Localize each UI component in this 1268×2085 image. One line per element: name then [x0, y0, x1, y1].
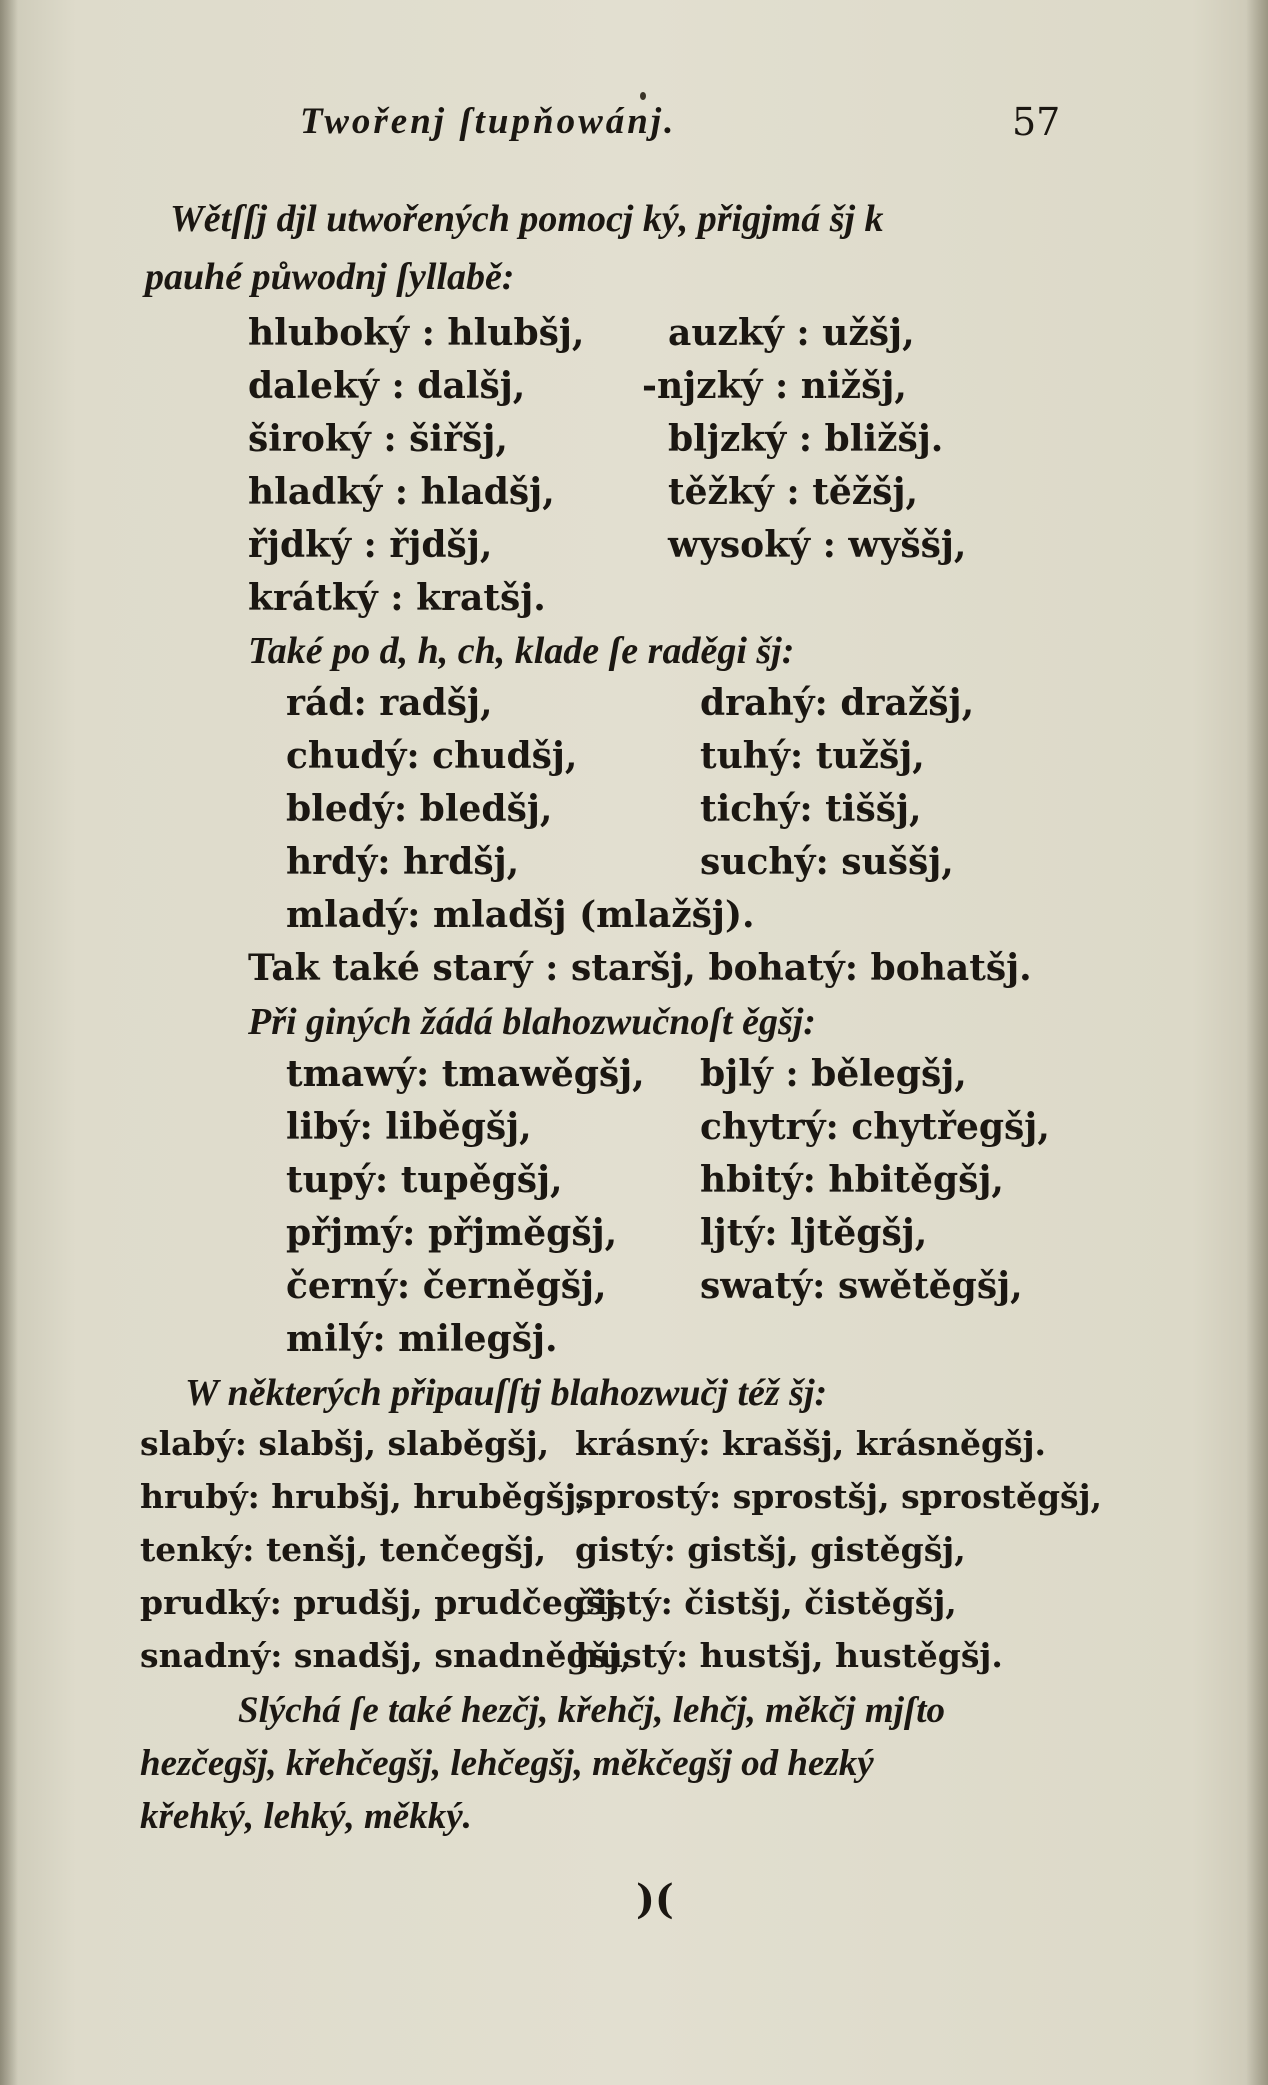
table3-left-3: přjmý: přjměgšj,: [286, 1212, 618, 1254]
table2-right-2: tichý: tiššj,: [700, 788, 922, 830]
table2-left-0: rád: radšj,: [286, 682, 493, 724]
section3-heading: Při giných žádá blahozwučnoſt ěgšj:: [248, 1001, 816, 1043]
table2-left-3: hrdý: hrdšj,: [286, 841, 520, 883]
closing-line-1: Slýchá ſe také hezčj, křehčj, lehčj, měkčj mjſto: [238, 1690, 945, 1731]
table3-last: milý: milegšj.: [286, 1318, 558, 1360]
table4-left-3: prudký: prudšj, prudčegšj,: [140, 1583, 628, 1622]
table3-right-0: bjlý : bělegšj,: [700, 1053, 967, 1095]
page-number: 57: [1012, 100, 1061, 144]
running-header: Twořenj ſtupňowánj.: [300, 101, 677, 142]
table4-right-1: sprostý: sprostšj, sprostěgšj,: [575, 1477, 1103, 1516]
table4-right-0: krásný: kraššj, krásněgšj.: [575, 1424, 1047, 1463]
table3-left-0: tmawý: tmawěgšj,: [286, 1053, 645, 1095]
section2-heading: Také po d, h, ch, klade ſe raděgi šj:: [248, 630, 795, 672]
table3-left-4: černý: černěgšj,: [286, 1265, 607, 1307]
line-tak: Tak také starý : staršj, bohatý: bohatšj.: [248, 947, 1032, 989]
table2-right-1: tuhý: tužšj,: [700, 735, 925, 777]
table3-left-2: tupý: tupěgšj,: [286, 1159, 563, 1201]
table2-left-2: bledý: bledšj,: [286, 788, 553, 830]
section4-heading: W některých připauſſtj blahozwučj též šj:: [185, 1372, 828, 1414]
table1-right-4: wysoký : wyššj,: [668, 524, 967, 566]
table4-left-2: tenký: tenšj, tenčegšj,: [140, 1530, 547, 1569]
table4-left-0: slabý: slabšj, slaběgšj,: [140, 1424, 550, 1463]
closing-line-3: křehký, lehký, měkký.: [140, 1796, 472, 1837]
catchword: )(: [636, 1876, 674, 1923]
table3-right-2: hbitý: hbitěgšj,: [700, 1159, 1004, 1201]
table3-left-1: libý: liběgšj,: [286, 1106, 532, 1148]
table2-left-1: chudý: chudšj,: [286, 735, 578, 777]
table1-right-1: -njzký : nižšj,: [642, 365, 907, 407]
table2-right-0: drahý: dražšj,: [700, 682, 975, 724]
table2-last: mladý: mladšj (mlažšj).: [286, 894, 755, 936]
table1-left-3: hladký : hladšj,: [248, 471, 555, 513]
table1-left-5: krátký : kratšj.: [248, 577, 546, 619]
table1-left-1: daleký : dalšj,: [248, 365, 526, 407]
table1-left-0: hluboký : hlubšj,: [248, 312, 585, 354]
table3-right-4: swatý: swětěgšj,: [700, 1265, 1023, 1307]
table1-left-2: široký : šiřšj,: [248, 418, 508, 460]
intro-line-1: Wětſſj djl utwořených pomocj ký, přigjmá šj k: [170, 198, 884, 240]
table1-right-0: auzký : užšj,: [668, 312, 915, 354]
table1-right-2: bljzký : bližšj.: [668, 418, 944, 460]
table4-right-2: gistý: gistšj, gistěgšj,: [575, 1530, 966, 1569]
table3-right-1: chytrý: chytřegšj,: [700, 1106, 1050, 1148]
table4-right-4: hustý: hustšj, hustěgšj.: [575, 1636, 1003, 1675]
table2-right-3: suchý: suššj,: [700, 841, 954, 883]
table3-right-3: ljtý: ljtěgšj,: [700, 1212, 928, 1254]
table1-left-4: řjdký : řjdšj,: [248, 524, 493, 566]
table1-right-3: těžký : těžšj,: [668, 471, 918, 513]
ink-speck: [640, 92, 646, 100]
table4-left-1: hrubý: hrubšj, hruběgšj,: [140, 1477, 588, 1516]
table4-left-4: snadný: snadšj, snadněgšj,: [140, 1636, 632, 1675]
intro-line-2: pauhé půwodnj ſyllabě:: [145, 256, 515, 298]
closing-line-2: hezčegšj, křehčegšj, lehčegšj, měkčegšj od hezký: [140, 1743, 874, 1784]
table4-right-3: čistý: čistšj, čistěgšj,: [575, 1583, 957, 1622]
